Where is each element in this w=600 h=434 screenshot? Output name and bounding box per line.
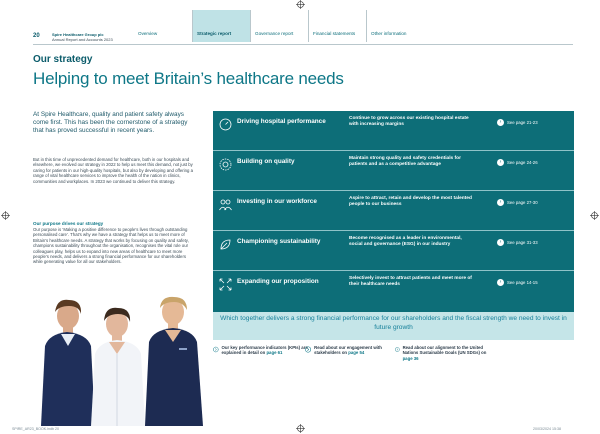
arrow-right-icon: › — [497, 119, 504, 126]
arrow-right-icon: › — [497, 239, 504, 246]
pillar-name: Expanding our proposition — [237, 278, 319, 285]
staff-photo — [33, 294, 213, 426]
stakeholder-note: Read about our engagement with stakeholders on page 54 — [305, 345, 395, 356]
sdg-page-link[interactable]: page 36 — [402, 355, 419, 361]
pillar-description: Aspire to attract, retain and develop the most talented people to our business — [349, 196, 472, 207]
pillar-description: Selectively invest to attract patients and meet more of their healthcare needs — [349, 276, 472, 287]
arrow-circle-icon — [395, 345, 400, 354]
gauge-icon — [219, 118, 232, 131]
company-name: Spire Healthcare Group plc — [52, 32, 104, 37]
pillar-description: Continue to grow across our existing hospital estate with increasing margins — [349, 116, 469, 127]
arrow-right-icon: › — [497, 159, 504, 166]
pillar-row — [213, 231, 574, 271]
people-icon — [219, 198, 232, 211]
header-divider — [33, 44, 573, 45]
see-page-link[interactable]: › See page 31-33 — [497, 239, 538, 246]
page-title: Helping to meet Britain’s healthcare needs — [33, 69, 344, 88]
expand-arrows-icon — [219, 278, 232, 291]
page-number: 20 — [33, 33, 40, 39]
tab-overview[interactable]: Overview — [138, 31, 158, 36]
see-page-link[interactable]: › See page 24-26 — [497, 159, 538, 166]
sdg-note: Read about our alignment to the United Nations Sustainable Goals (UN SDGs) on page 36 — [395, 345, 495, 361]
stakeholder-page-link[interactable]: page 54 — [348, 350, 365, 356]
pillar-description: Become recognised as a leader in environmental, social and governance (ESG) in our industry — [349, 236, 462, 247]
strategy-panel — [213, 111, 574, 339]
company-info — [52, 32, 113, 42]
pillar-name: Building on quality — [237, 158, 295, 165]
registration-mark-icon — [1, 211, 10, 220]
arrow-circle-icon — [213, 345, 219, 354]
pillar-name: Driving hospital performance — [237, 118, 326, 125]
print-slug-left: SPIRE_AR23_BOOK.indb 20 — [12, 427, 59, 431]
kpi-note: Our key performance indicators (KPIs) are explained in detail on page 61 — [213, 345, 313, 356]
arrow-right-icon: › — [497, 199, 504, 206]
pillar-name: Investing in our workforce — [237, 198, 317, 205]
pillar-row — [213, 271, 574, 311]
tab-strategic-report[interactable]: Strategic report — [192, 10, 250, 42]
see-page-link[interactable]: › See page 21-23 — [497, 119, 538, 126]
kpi-page-link[interactable]: page 61 — [266, 350, 283, 356]
registration-mark-icon — [296, 0, 305, 9]
see-page-link[interactable]: › See page 14-15 — [497, 279, 538, 286]
registration-mark-icon — [296, 424, 305, 433]
intro-text: At Spire Healthcare, quality and patient safety always come first. This has been the cornerstone of a strategy that has proved successful in recent years. — [33, 111, 188, 135]
pillar-row — [213, 111, 574, 151]
report-name: Annual Report and Accounts 2023 — [52, 37, 113, 42]
purpose-heading: Our purpose drives our strategy — [33, 221, 104, 226]
pillar-row — [213, 191, 574, 231]
section-label: Our strategy — [33, 54, 93, 65]
arrow-right-icon: › — [497, 279, 504, 286]
pillar-row — [213, 151, 574, 191]
tab-other-information[interactable]: Other information — [366, 10, 424, 42]
pillar-name: Championing sustainability — [237, 238, 321, 245]
registration-mark-icon — [590, 211, 599, 220]
purpose-paragraph: Our purpose is ‘Making a positive difference to people’s lives through outstanding personalised care’. That’s why we have a strategy that helps us to meet more of Britain’s healthcare needs. A strategy that works by focusing on quality and safety, champions sustainability throughout the organisation, recognises the vital role our colleagues play, helps us to expand into new areas of healthcare to meet more people’s needs, and delivers a strong financial performance for our shareholders while generating value for all our stakeholders. — [33, 227, 189, 265]
see-page-link[interactable]: › See page 27-30 — [497, 199, 538, 206]
tab-financial-statements[interactable]: Financial statements — [308, 10, 366, 42]
section-nav — [134, 10, 424, 42]
summary-text: Which together delivers a strong financial performance for our shareholders and the fiscal strength we need to invest in future growth — [220, 315, 567, 331]
pillar-description: Maintain strong quality and safety credentials for patients and as a competitive advantage — [349, 156, 461, 167]
quality-badge-icon — [219, 158, 232, 171]
arrow-circle-icon — [305, 345, 311, 354]
tab-governance-report[interactable]: Governance report — [250, 10, 308, 42]
print-slug-right: 20/03/2024 15:38 — [533, 427, 561, 431]
body-paragraph: But in this time of unprecedented demand for healthcare, both in our hospitals and elsewhere, we evolved our strategy in 2022 to help us meet this demand, not just by caring for patients in our high-quality hospitals, but also by developing and offering a range of vital healthcare services to improve the health of the nation in clinics, communities and workplaces. In 2023 we continued to deliver this strategy. — [33, 157, 193, 184]
leaf-icon — [219, 238, 232, 251]
